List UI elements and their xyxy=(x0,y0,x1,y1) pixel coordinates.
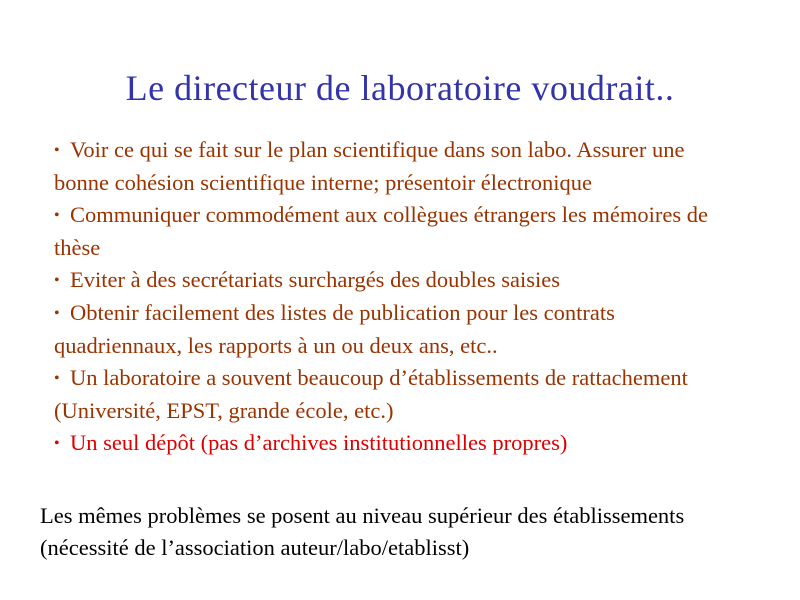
footer-note: Les mêmes problèmes se posent au niveau supérieur des établissements (nécessité de l’association auteur/labo/etablisst) xyxy=(40,503,685,560)
bullet-icon: • xyxy=(54,142,60,159)
bullet-item xyxy=(54,264,744,297)
bullet-text: Communiquer commodément aux collègues étrangers les mémoires de thèse xyxy=(54,202,708,260)
bullet-text: Voir ce qui se fait sur le plan scientifique dans son labo. Assurer une bonne cohésion scientifique interne; présentoir électronique xyxy=(54,137,685,195)
bullet-icon: • xyxy=(54,435,60,452)
bullet-text: Eviter à des secrétariats surchargés des doubles saisies xyxy=(70,267,561,292)
bullet-icon: • xyxy=(54,207,60,224)
slide-title: Le directeur de laboratoire voudrait.. xyxy=(125,68,675,108)
bullet-icon: • xyxy=(54,370,60,387)
bullet-item xyxy=(54,199,744,264)
bullet-icon: • xyxy=(54,305,60,322)
bullet-text: Un laboratoire a souvent beaucoup d’établissements de rattachement (Université, EPST, grande école, etc.) xyxy=(54,365,688,423)
bullet-list xyxy=(54,134,744,460)
bullet-text: Obtenir facilement des listes de publication pour les contrats quadriennaux, les rapports à un ou deux ans, etc.. xyxy=(54,300,615,358)
bullet-item xyxy=(54,134,744,199)
bullet-icon: • xyxy=(54,272,60,289)
bullet-item xyxy=(54,297,744,362)
bullet-text: Un seul dépôt (pas d’archives institutionnelles propres) xyxy=(70,430,568,455)
bullet-item-highlighted xyxy=(54,427,744,460)
bullet-item xyxy=(54,362,744,427)
